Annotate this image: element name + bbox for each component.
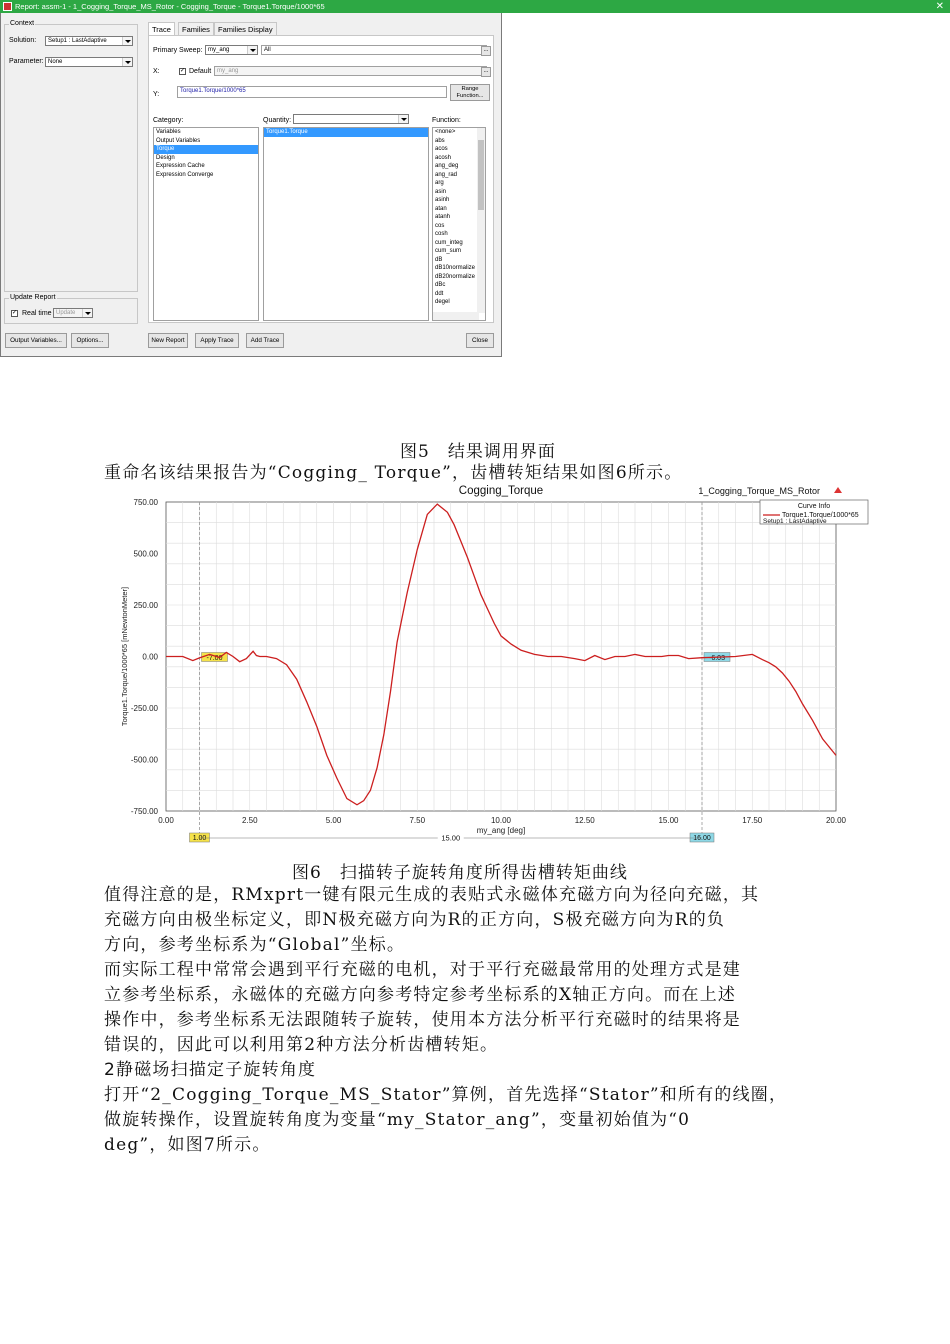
function-item[interactable]: abs bbox=[435, 137, 445, 144]
section-heading-block bbox=[104, 1058, 904, 1083]
function-item[interactable]: cum_integ bbox=[435, 239, 463, 246]
update-select[interactable] bbox=[53, 308, 93, 318]
function-item[interactable]: acos bbox=[435, 146, 448, 152]
function-item[interactable]: cos bbox=[435, 222, 445, 229]
tab-families[interactable]: Families bbox=[178, 22, 214, 35]
context-group-label: Context bbox=[10, 20, 35, 27]
y-tick-label: -750.00 bbox=[130, 807, 158, 816]
function-h-scrollbar[interactable] bbox=[433, 312, 479, 320]
update-select-label: Update bbox=[56, 310, 76, 316]
marker-x-label: 16.00 bbox=[693, 835, 711, 842]
function-item[interactable]: dB10normalize bbox=[435, 265, 476, 271]
function-item[interactable]: dBc bbox=[435, 282, 446, 288]
function-item[interactable]: dB20normalize bbox=[435, 273, 476, 280]
parallel-line: 而实际工程中常常会遇到平行充磁的电机，对于平行充磁最常用的处理方式是建 bbox=[104, 960, 741, 980]
figure-5-caption: 图5 结果调用界面 bbox=[400, 442, 556, 462]
category-item[interactable]: Expression Cache bbox=[156, 163, 205, 169]
y-tick-label: 750.00 bbox=[133, 498, 158, 507]
section-heading: 2静磁场扫描定子旋转角度 bbox=[104, 1060, 317, 1080]
cogging-torque-chart bbox=[100, 480, 859, 854]
marker-x-label: 1.00 bbox=[192, 835, 207, 842]
stator-line: 打开“2_Cogging_Torque_MS_Stator”算例，首先选择“Stator”和所有的线圈， bbox=[104, 1085, 788, 1105]
y-tick-label: 0.00 bbox=[142, 652, 158, 662]
tab-families-display[interactable]: Families Display bbox=[214, 22, 277, 35]
note-paragraph bbox=[104, 883, 904, 958]
x-tick-label: 5.00 bbox=[325, 816, 342, 825]
y-tick-label: -250.00 bbox=[130, 704, 158, 713]
realtime-label: Real time bbox=[22, 310, 52, 317]
marker-value-label: -7.00 bbox=[206, 655, 223, 662]
quantity-item-selected[interactable]: Torque1.Torque bbox=[264, 128, 428, 137]
x-ellipsis-button[interactable]: ... bbox=[481, 67, 491, 77]
stator-line: 做旋转操作，设置旋转角度为变量“my_Stator_ang”，变量初始值为“0 bbox=[104, 1110, 691, 1130]
category-list[interactable] bbox=[153, 127, 259, 321]
x-tick-label: 12.50 bbox=[574, 816, 595, 825]
add-trace-button[interactable]: Add Trace bbox=[246, 333, 284, 348]
category-item[interactable]: Variables bbox=[156, 129, 181, 135]
function-list[interactable] bbox=[432, 127, 486, 321]
solution-select-value: Setup1 : LastAdaptive bbox=[48, 38, 107, 44]
note-line: 方向，参考坐标系为“Global”坐标。 bbox=[104, 935, 406, 955]
y-label: Y: bbox=[153, 91, 160, 98]
design-label: 1_Cogging_Torque_MS_Rotor bbox=[698, 486, 820, 496]
sweep-range-ellipsis-button[interactable]: ... bbox=[481, 46, 491, 56]
x-default-checkbox[interactable]: ✓ bbox=[180, 68, 186, 74]
solution-label: Solution: bbox=[9, 37, 37, 44]
chart-title: Cogging_Torque bbox=[458, 485, 544, 497]
x-tick-label: 17.50 bbox=[742, 816, 763, 825]
close-icon[interactable]: ✕ bbox=[935, 1, 944, 12]
function-item[interactable]: ang_rad bbox=[435, 171, 458, 178]
sweep-range-field[interactable]: All bbox=[261, 45, 487, 55]
function-item[interactable]: acosh bbox=[435, 154, 452, 161]
x-tick-label: 7.50 bbox=[409, 816, 426, 825]
dialog-title: Report: assm-1 - 1_Cogging_Torque_MS_Rotor - Cogging_Torque - Torque1.Torque/1000*65 bbox=[15, 2, 325, 11]
function-item[interactable]: arg bbox=[435, 180, 444, 186]
function-item[interactable]: atanh bbox=[435, 214, 451, 220]
realtime-checkbox[interactable]: ✓ bbox=[12, 310, 18, 316]
function-item[interactable]: degel bbox=[435, 299, 450, 305]
x-field[interactable]: my_ang bbox=[214, 66, 487, 76]
tab-trace[interactable]: Trace bbox=[148, 22, 175, 35]
function-scrollbar-thumb[interactable] bbox=[478, 140, 484, 210]
marker-value-label: -6.03 bbox=[709, 655, 725, 662]
function-item[interactable]: asin bbox=[435, 188, 447, 195]
x-tick-label: 20.00 bbox=[825, 816, 847, 825]
chart-layer bbox=[120, 485, 868, 843]
x-default-label: Default bbox=[189, 68, 212, 75]
solution-select[interactable] bbox=[45, 36, 133, 46]
function-item[interactable]: atan bbox=[435, 205, 447, 212]
y-tick-label: 500.00 bbox=[133, 549, 158, 559]
primary-sweep-label: Primary Sweep: bbox=[153, 47, 203, 54]
note-line: 充磁方向由极坐标定义，即N极充磁方向为R的正方向，S极充磁方向为R的负 bbox=[104, 910, 726, 930]
close-button[interactable]: Close bbox=[466, 333, 494, 348]
apply-trace-button[interactable]: Apply Trace bbox=[195, 333, 239, 348]
trace-panel bbox=[148, 35, 494, 323]
quantity-filter-select[interactable] bbox=[293, 114, 409, 124]
update-report-group bbox=[4, 294, 138, 324]
x-tick-label: 15.00 bbox=[658, 816, 679, 825]
category-label: Category: bbox=[153, 117, 184, 124]
x-tick-label: 10.00 bbox=[490, 816, 512, 825]
legend-sub: Setup1 : LastAdaptive bbox=[763, 518, 827, 525]
parameter-select[interactable] bbox=[45, 57, 133, 67]
dialog-titlebar bbox=[0, 0, 950, 13]
stator-line: deg”，如图7所示。 bbox=[104, 1135, 271, 1155]
x-tick-label: 2.50 bbox=[241, 816, 258, 825]
figure-6-caption: 图6 扫描转子旋转角度所得齿槽转矩曲线 bbox=[292, 863, 628, 883]
function-item[interactable]: dB bbox=[435, 256, 443, 263]
function-item[interactable]: cum_sum bbox=[435, 248, 462, 254]
chevron-down-icon bbox=[122, 58, 132, 66]
legend-title: Curve Info bbox=[797, 503, 831, 510]
parallel-line: 错误的，因此可以利用第2种方法分析齿槽转矩。 bbox=[104, 1035, 499, 1055]
category-item[interactable]: Output Variables bbox=[156, 137, 201, 144]
range-function-button[interactable]: Range Function... bbox=[450, 84, 490, 101]
chevron-down-icon bbox=[398, 115, 408, 123]
parallel-line: 立参考坐标系，永磁体的充磁方向参考特定参考坐标系的X轴正方向。而在上述 bbox=[104, 985, 737, 1005]
y-field[interactable]: Torque1.Torque/1000*65 bbox=[177, 86, 447, 98]
warning-icon bbox=[834, 487, 842, 493]
parallel-line: 操作中，参考坐标系无法跟随转子旋转，使用本方法分析平行充磁时的结果将是 bbox=[104, 1010, 741, 1030]
function-item[interactable]: ddt bbox=[435, 290, 444, 297]
legend-entry: Torque1.Torque/1000*65 bbox=[782, 512, 859, 519]
app-icon bbox=[3, 2, 12, 11]
delta-label: 15.00 bbox=[441, 833, 461, 843]
parameter-label: Parameter: bbox=[9, 58, 44, 65]
chevron-down-icon bbox=[247, 46, 257, 54]
update-report-label: Update Report bbox=[10, 294, 56, 301]
quantity-label: Quantity: bbox=[263, 117, 292, 124]
x-tick-label: 0.00 bbox=[158, 816, 174, 825]
category-item[interactable]: Design bbox=[156, 154, 175, 161]
output-variables-button[interactable]: Output Variables... bbox=[5, 333, 67, 348]
chevron-down-icon bbox=[122, 37, 132, 45]
y-tick-label: 250.00 bbox=[133, 601, 158, 610]
function-item[interactable]: <none> bbox=[435, 129, 456, 135]
parallel-paragraph bbox=[104, 958, 904, 1058]
note-line: 值得注意的是，RMxprt一键有限元生成的表贴式永磁体充磁方向为径向充磁，其 bbox=[104, 885, 760, 905]
y-axis-label: Torque1.Torque/1000*65 [mNewtonMeter] bbox=[120, 586, 129, 727]
options-button[interactable]: Options... bbox=[71, 333, 109, 348]
quantity-list[interactable] bbox=[263, 127, 429, 321]
function-item[interactable]: ang_deg bbox=[435, 163, 459, 169]
function-label: Function: bbox=[432, 117, 461, 124]
rename-text: 重命名该结果报告为“Cogging_ Torque”，齿槽转矩结果如图6所示。 bbox=[104, 463, 683, 483]
function-item[interactable]: cosh bbox=[435, 231, 448, 237]
stator-paragraph bbox=[104, 1083, 904, 1158]
x-axis-label: my_ang [deg] bbox=[476, 826, 526, 835]
chevron-down-icon bbox=[82, 309, 92, 317]
primary-sweep-select[interactable] bbox=[205, 45, 258, 55]
report-dialog bbox=[0, 0, 944, 357]
primary-sweep-value: my_ang bbox=[208, 47, 230, 53]
function-item[interactable]: asinh bbox=[435, 197, 450, 203]
context-group bbox=[4, 20, 138, 292]
new-report-button[interactable]: New Report bbox=[148, 333, 188, 348]
parameter-select-value: None bbox=[48, 59, 63, 65]
category-item[interactable]: Expression Converge bbox=[156, 171, 214, 178]
x-label: X: bbox=[153, 68, 160, 75]
category-item-selected[interactable]: Torque bbox=[154, 145, 258, 154]
y-tick-label: -500.00 bbox=[130, 755, 158, 765]
